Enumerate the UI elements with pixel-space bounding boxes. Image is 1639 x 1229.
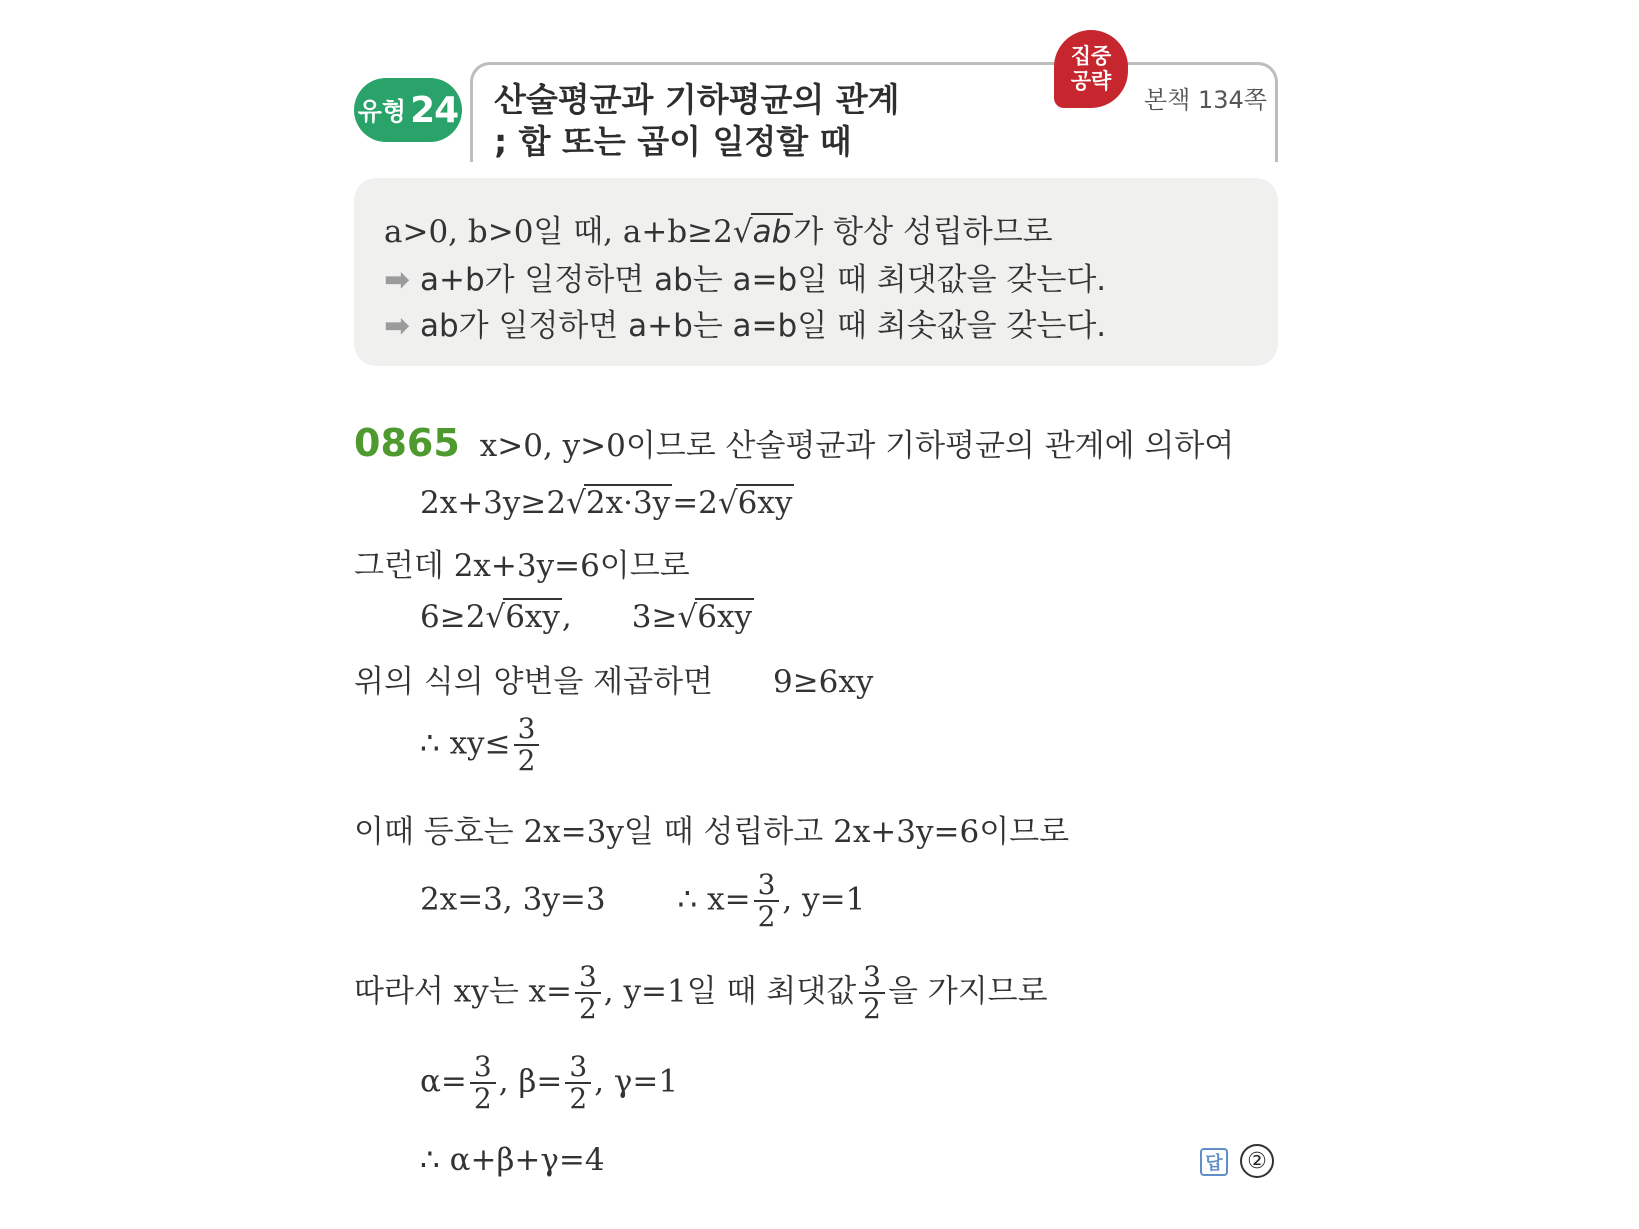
sqrt-2x3y: √2x·3y [566, 485, 671, 521]
type-badge [354, 78, 462, 142]
solution-line-10 [420, 1052, 678, 1114]
summary-line-2 [384, 254, 1106, 299]
problem-number: 0865 [354, 421, 460, 465]
summary-line-1-prefix: a>0, b>0일 때, a+b≥2 [384, 214, 733, 250]
section-subtitle: ; 합 또는 곱이 일정할 때 [494, 122, 852, 161]
l8-part-a: 2x=3, 3y=3 [420, 881, 606, 918]
type-label: 유형 [357, 97, 407, 126]
l4-part-a: 6≥2 [420, 599, 486, 635]
sqrt-6xy-radicand: 6xy [697, 599, 752, 635]
answer-value: ② [1240, 1144, 1274, 1178]
fraction-numerator: 3 [754, 870, 780, 902]
solution-line-5 [354, 656, 873, 701]
fraction-3-over-2 [565, 1052, 591, 1114]
focus-badge-line2: 공략 [1070, 69, 1112, 93]
fraction-denominator: 2 [569, 1082, 588, 1115]
focus-badge [1054, 30, 1128, 108]
fraction-numerator: 3 [565, 1052, 591, 1084]
sqrt-ab-radicand: ab [752, 214, 792, 250]
fraction-denominator: 2 [517, 744, 536, 777]
summary-line-1-suffix: 가 항상 성립하므로 [793, 214, 1053, 250]
l6-prefix: ∴ xy≤ [420, 725, 511, 762]
l8-part-b: ∴ x= [677, 881, 751, 918]
solution-line-2 [420, 484, 794, 521]
fraction-denominator: 2 [473, 1082, 492, 1115]
l8-part-c: , y=1 [782, 881, 866, 918]
summary-line-2-text: a+b가 일정하면 ab는 a=b일 때 최댓값을 갖는다. [419, 262, 1107, 298]
fraction-denominator: 2 [757, 900, 776, 933]
fraction-3-over-2 [514, 714, 540, 776]
sqrt-6xy-radicand: 6xy [505, 599, 560, 635]
summary-line-3-text: ab가 일정하면 a+b는 a=b일 때 최솟값을 갖는다. [419, 308, 1107, 344]
l10-part-b: , β= [498, 1063, 563, 1100]
fraction-3-over-2 [470, 1052, 496, 1114]
fraction-numerator: 3 [575, 962, 601, 994]
sqrt-6xy-radicand: 6xy [737, 485, 793, 521]
l2-part-a: 2x+3y≥2 [420, 485, 567, 521]
type-number: 24 [410, 89, 459, 131]
fraction-3-over-2 [575, 962, 601, 1024]
l10-part-c: , γ=1 [594, 1063, 679, 1100]
arrow-right-icon: ➡ [384, 308, 410, 344]
answer-icon: 답 [1200, 1148, 1228, 1176]
section-title: 산술평균과 기하평균의 관계 [494, 80, 900, 119]
l5-text: 위의 식의 양변을 제곱하면 [354, 664, 713, 700]
sqrt-ab: √ab [732, 214, 792, 250]
l10-part-a: α= [420, 1063, 467, 1100]
solution-line-4 [420, 598, 754, 635]
sqrt-6xy: √6xy [677, 599, 752, 635]
fraction-numerator: 3 [470, 1052, 496, 1084]
solution-line-6 [420, 714, 542, 776]
summary-line-1 [384, 206, 1053, 251]
solution-line-11: ∴ α+β+γ=4 [420, 1142, 605, 1178]
summary-line-3 [384, 300, 1106, 345]
solution-line-1 [354, 420, 1234, 465]
solution-line-9 [354, 962, 1048, 1024]
solution-line-8 [420, 870, 865, 932]
l5-math: 9≥6xy [772, 664, 874, 700]
book-reference: 본책 134쪽 [1144, 86, 1267, 114]
l4-part-c: 3≥ [631, 599, 678, 635]
fraction-denominator: 2 [578, 992, 597, 1025]
l9-part-b: , y=1일 때 최댓값 [603, 973, 857, 1010]
solution-line-7: 이때 등호는 2x=3y일 때 성립하고 2x+3y=6이므로 [354, 814, 1070, 850]
fraction-3-over-2 [859, 962, 885, 1024]
solution-line-3: 그런데 2x+3y=6이므로 [354, 548, 690, 584]
sqrt-6xy: √6xy [717, 485, 793, 521]
fraction-3-over-2 [754, 870, 780, 932]
l9-part-a: 따라서 xy는 x= [354, 973, 572, 1010]
arrow-right-icon: ➡ [384, 262, 410, 298]
l9-part-c: 을 가지므로 [887, 973, 1048, 1010]
l2-part-b: =2 [672, 485, 718, 521]
sqrt-2x3y-radicand: 2x·3y [585, 485, 671, 521]
sqrt-6xy: √6xy [485, 599, 560, 635]
focus-badge-line1: 집중 [1070, 44, 1112, 68]
solution-line-1-text: x>0, y>0이므로 산술평균과 기하평균의 관계에 의하여 [479, 428, 1235, 464]
fraction-numerator: 3 [859, 962, 885, 994]
fraction-numerator: 3 [514, 714, 540, 746]
l4-part-b: , [561, 599, 572, 635]
fraction-denominator: 2 [863, 992, 881, 1025]
